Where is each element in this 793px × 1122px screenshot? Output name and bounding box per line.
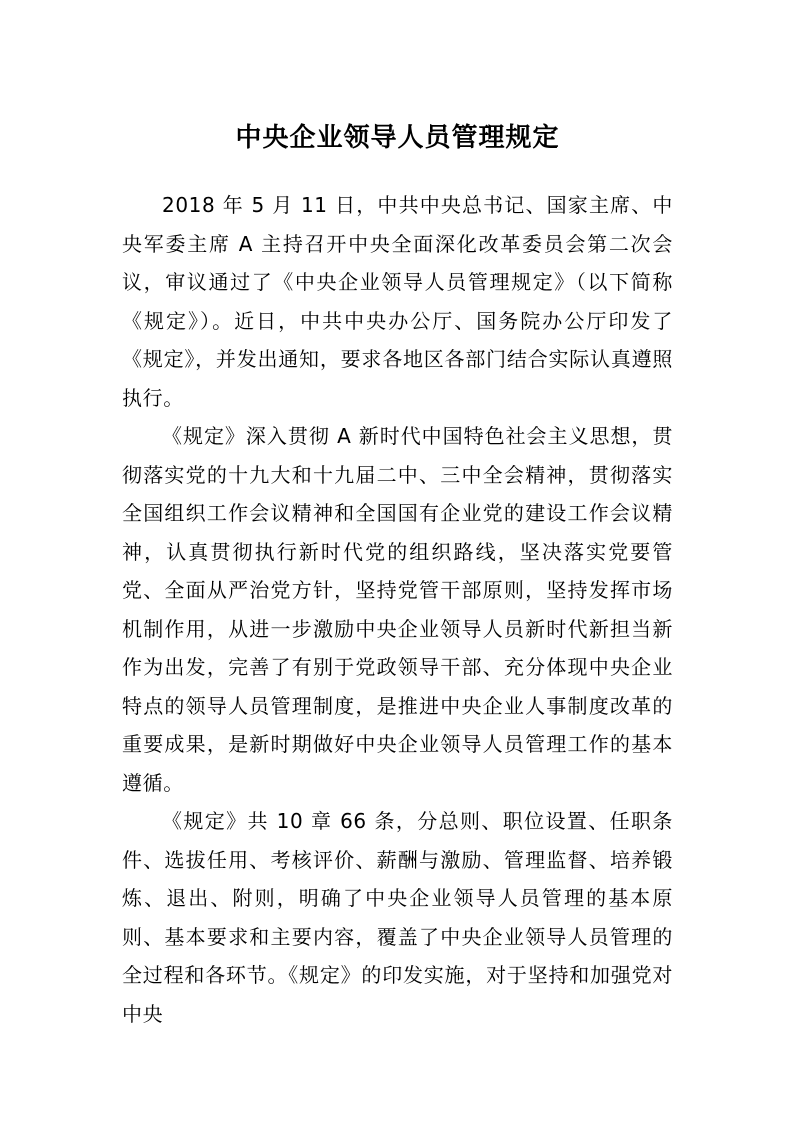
paragraph-3: 《规定》共 10 章 66 条，分总则、职位设置、任职条件、选拔任用、考核评价、薪酬与激励、管理监督、培养锻炼、退出、附则，明确了中央企业领导人员管理的基本原则、基本要求和主要内容，覆盖了中央企业领导人员管理的全过程和各环节。《规定》的印发实施，对于坚持和加强党对中央 (122, 809, 673, 1026)
paragraph-1: 2018 年 5 月 11 日，中共中央总书记、国家主席、中央军委主席 A 主持召开中央全面深化改革委员会第二次会议，审议通过了《中央企业领导人员管理规定》（以下简称《规定》）。近日，中共中央办公厅、国务院办公厅印发了《规定》，并发出通知，要求各地区各部门结合实际认真遵照执行。 (122, 193, 673, 410)
paragraph-2: 《规定》深入贯彻 A 新时代中国特色社会主义思想，贯彻落实党的十九大和十九届二中、三中全会精神，贯彻落实全国组织工作会议精神和全国国有企业党的建设工作会议精神，认真贯彻执行新时代党的组织路线，坚决落实党要管党、全面从严治党方针，坚持党管干部原则，坚持发挥市场机制作用，从进一步激励中央企业领导人员新时代新担当新作为出发，完善了有别于党政领导干部、充分体现中央企业特点的领导人员管理制度，是推进中央企业人事制度改革的重要成果，是新时期做好中央企业领导人员管理工作的基本遵循。 (122, 424, 673, 795)
document-title: 中央企业领导人员管理规定 (235, 123, 560, 153)
